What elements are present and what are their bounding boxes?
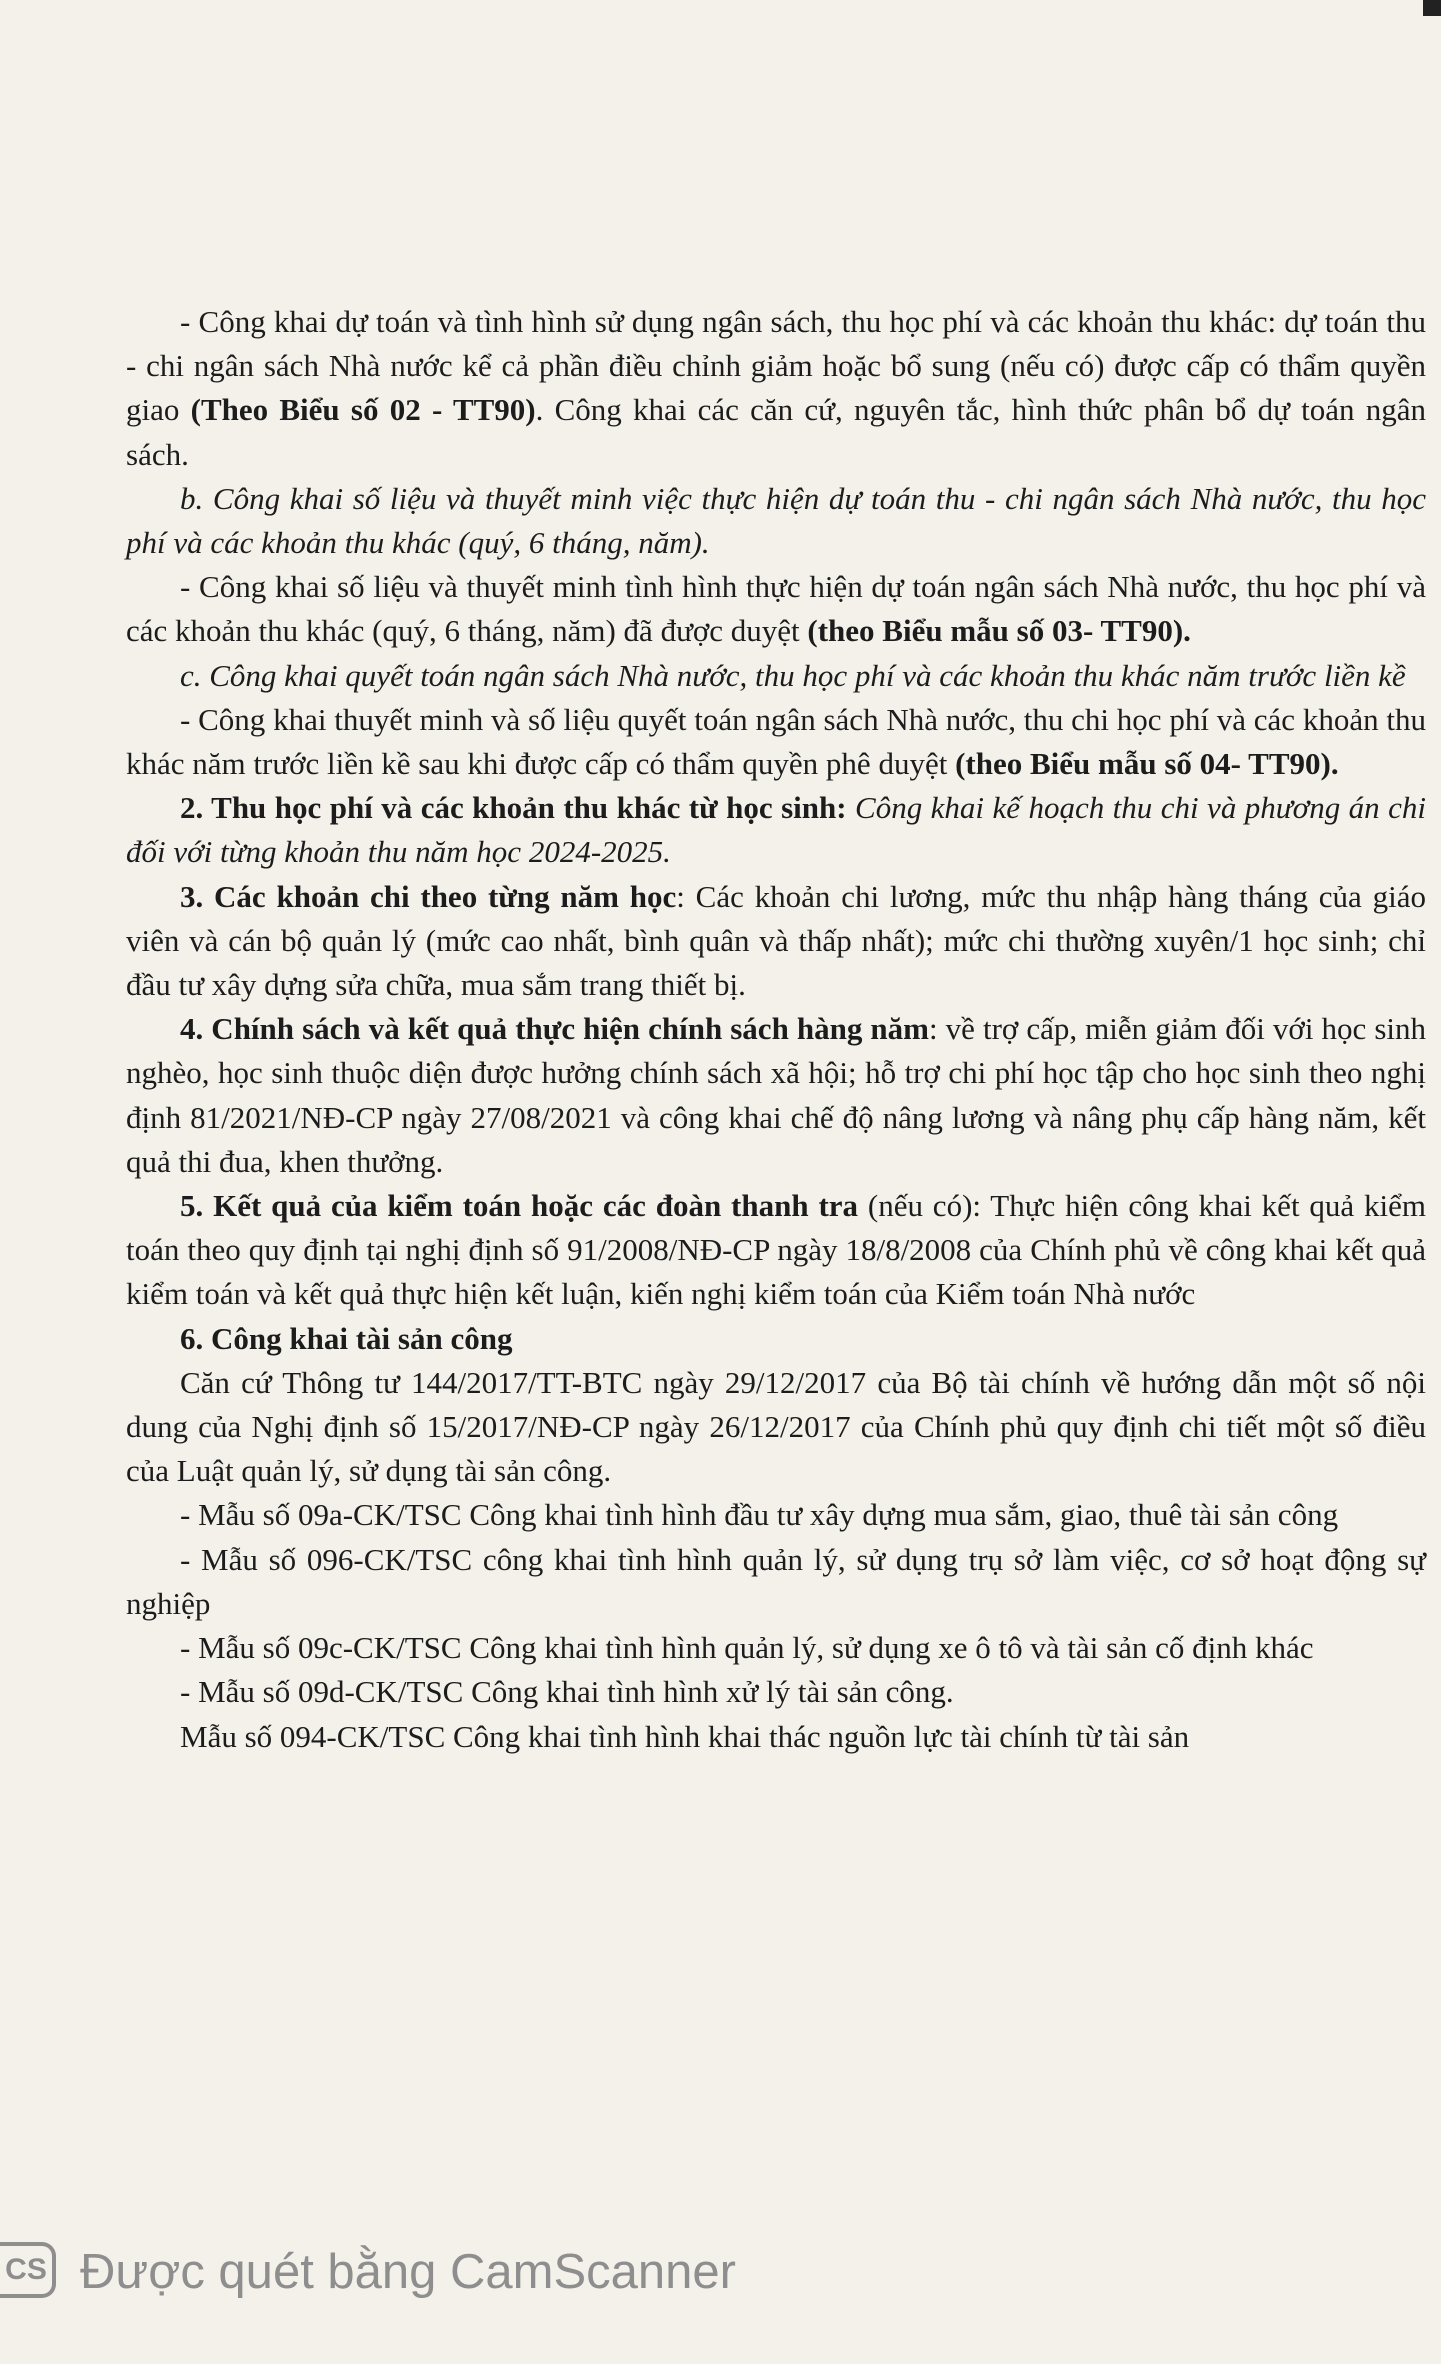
camscanner-logo-icon: CS xyxy=(0,2242,56,2298)
paragraph-execution-data: - Công khai số liệu và thuyết minh tình hình thực hiện dự toán ngân sách Nhà nước, thu học phí và các khoản thu khác (quý, 6 tháng, năm) đã được duyệt (theo Biểu mẫu số 03- TT90). xyxy=(126,569,1426,649)
item-3-expenses: 3. Các khoản chi theo từng năm học: Các khoản chi lương, mức thu nhập hàng tháng của giáo viên và cán bộ quản lý (mức cao nhất, bình quân và thấp nhất); mức chi thường xuyên/1 học sinh; chỉ đầu tư xây dựng sửa chữa, mua sắm trang thiết bị. xyxy=(126,878,1426,1003)
form-09a: - Mẫu số 09a-CK/TSC Công khai tình hình đầu tư xây dựng mua sắm, giao, thuê tài sản công xyxy=(180,1497,1339,1533)
item-2-tuition: 2. Thu học phí và các khoản thu khác từ học sinh: Công khai kế hoạch thu chi và phương án chi đối với từng khoản thu năm học 2024-2025. xyxy=(126,790,1426,870)
form-094: Mẫu số 094-CK/TSC Công khai tình hình khai thác nguồn lực tài chính từ tài sản xyxy=(180,1718,1190,1754)
form-096: - Mẫu số 096-CK/TSC công khai tình hình quản lý, sử dụng trụ sở làm việc, cơ sở hoạt động sự nghiệp xyxy=(126,1541,1426,1621)
paragraph-budget-estimate: - Công khai dự toán và tình hình sử dụng ngân sách, thu học phí và các khoản thu khác: dự toán thu - chi ngân sách Nhà nước kể cả phần điều chỉnh giảm hoặc bổ sung (nếu có) được cấp có thẩm quyền giao (Theo Biểu số 02 - TT90). Công khai các căn cứ, nguyên tắc, hình thức phân bổ dự toán ngân sách. xyxy=(126,304,1427,472)
corner-mark xyxy=(1423,0,1441,16)
section-c-heading: c. Công khai quyết toán ngân sách Nhà nước, thu học phí và các khoản thu khác năm trước liền kề xyxy=(180,657,1406,693)
scanner-watermark-text: Được quét bằng CamScanner xyxy=(80,2245,736,2299)
paragraph-settlement: - Công khai thuyết minh và số liệu quyết toán ngân sách Nhà nước, thu chi học phí và các khoản thu khác năm trước liền kề sau khi được cấp có thẩm quyền phê duyệt (theo Biểu mẫu số 04- TT90). xyxy=(126,701,1426,782)
form-09c: - Mẫu số 09c-CK/TSC Công khai tình hình quản lý, sử dụng xe ô tô và tài sản cố định khác xyxy=(180,1630,1314,1666)
section-b-heading: b. Công khai số liệu và thuyết minh việc thực hiện dự toán thu - chi ngân sách Nhà nước, thu học phí và các khoản thu khác (quý, 6 tháng, năm). xyxy=(126,480,1426,561)
item-4-policy: 4. Chính sách và kết quả thực hiện chính sách hàng năm: về trợ cấp, miễn giảm đối với học sinh nghèo, học sinh thuộc diện được hưởng chính sách xã hội; hỗ trợ chi phí học tập cho học sinh theo nghị định 81/2021/NĐ-CP ngày 27/08/2021 và công khai chế độ nâng lương và nâng phụ cấp hàng năm, kết quả thi đua, khen thưởng. xyxy=(126,1011,1426,1179)
item-5-audit: 5. Kết quả của kiểm toán hoặc các đoàn thanh tra (nếu có): Thực hiện công khai kết quả kiểm toán theo quy định tại nghị định số 91/2008/NĐ-CP ngày 18/8/2008 của Chính phủ về công khai kết quả kiểm toán và kết quả thực hiện kết luận, kiến nghị kiểm toán của Kiểm toán Nhà nước xyxy=(126,1188,1426,1312)
item-6-public-assets: 6. Công khai tài sản công xyxy=(180,1320,513,1356)
document-body xyxy=(126,300,1426,1759)
paragraph-legal-basis: Căn cứ Thông tư 144/2017/TT-BTC ngày 29/12/2017 của Bộ tài chính về hướng dẫn một số nội dung của Nghị định số 15/2017/NĐ-CP ngày 26/12/2017 của Chính phủ quy định chi tiết một số điều của Luật quản lý, sử dụng tài sản công. xyxy=(126,1364,1426,1489)
form-09d: - Mẫu số 09d-CK/TSC Công khai tình hình xử lý tài sản công. xyxy=(180,1674,954,1710)
